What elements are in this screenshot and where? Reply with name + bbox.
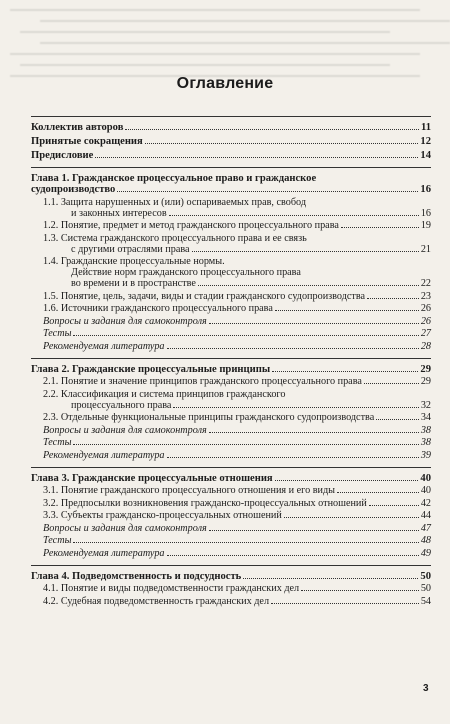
toc-section-1-5[interactable]: 1.5. Понятие, цель, задачи, виды и стадии гражданского судопроизводства 23 <box>43 290 431 302</box>
divider <box>31 116 431 117</box>
toc-entry-authors[interactable]: Коллектив авторов 11 <box>31 122 431 133</box>
toc-questions-1[interactable]: Вопросы и задания для самоконтроля 26 <box>43 315 431 327</box>
toc-tests-3[interactable]: Тесты 48 <box>43 535 431 546</box>
toc-section-1-2[interactable]: 1.2. Понятие, предмет и метод гражданского процессуального права 19 <box>43 220 431 231</box>
page-number: 3 <box>423 683 429 694</box>
toc-literature-3[interactable]: Рекомендуемая литература 49 <box>43 547 431 559</box>
toc-section-2-2[interactable]: 2.2. Классификация и система принципов гражданского процессуального права 32 <box>43 388 431 411</box>
toc-chapter-4[interactable]: Глава 4. Подведомственность и подсудность 50 <box>31 570 431 582</box>
divider <box>31 167 431 168</box>
toc-section-4-1[interactable]: 4.1. Понятие и виды подведомственности гражданских дел 50 <box>43 583 431 594</box>
toc-entry-abbreviations[interactable]: Принятые сокращения 12 <box>31 136 431 147</box>
divider <box>31 565 431 566</box>
toc-tests-2[interactable]: Тесты 38 <box>43 437 431 448</box>
toc-entry-preface[interactable]: Предисловие 14 <box>31 150 431 161</box>
toc-section-1-6[interactable]: 1.6. Источники гражданского процессуального права 26 <box>43 303 431 314</box>
toc-section-2-1[interactable]: 2.1. Понятие и значение принципов гражданского процессуального права 29 <box>43 376 431 387</box>
toc-section-3-2[interactable]: 3.2. Предпосылки возникновения гражданско-процессуальных отношений 42 <box>43 497 431 509</box>
toc-section-4-2[interactable]: 4.2. Судебная подведомственность гражданских дел 54 <box>43 595 431 607</box>
toc-literature-1[interactable]: Рекомендуемая литература 28 <box>43 340 431 352</box>
toc-section-1-1[interactable]: 1.1. Защита нарушенных и (или) оспариваемых прав, свобод и законных интересов 16 <box>43 196 431 219</box>
toc-section-3-1[interactable]: 3.1. Понятие гражданского процессуального отношения и его виды 40 <box>43 485 431 496</box>
page-title: Оглавление <box>176 75 274 92</box>
divider <box>31 358 431 359</box>
divider <box>31 467 431 468</box>
toc-section-1-4[interactable]: 1.4. Гражданские процессуальные нормы. Действие норм гражданского процессуального права во времени и в пространстве 22 <box>43 256 431 289</box>
toc-chapter-3[interactable]: Глава 3. Гражданские процессуальные отношения 40 <box>31 472 431 484</box>
toc-questions-2[interactable]: Вопросы и задания для самоконтроля 38 <box>43 424 431 436</box>
toc-literature-2[interactable]: Рекомендуемая литература 39 <box>43 449 431 461</box>
toc-section-3-3[interactable]: 3.3. Субъекты гражданско-процессуальных отношений 44 <box>43 510 431 521</box>
toc-questions-3[interactable]: Вопросы и задания для самоконтроля 47 <box>43 522 431 534</box>
bleed-through-text <box>0 0 450 82</box>
table-of-contents <box>31 110 431 608</box>
toc-tests-1[interactable]: Тесты 27 <box>43 328 431 339</box>
toc-chapter-1[interactable]: Глава 1. Гражданское процессуальное право и гражданское судопроизводство 16 <box>31 173 431 195</box>
toc-chapter-2[interactable]: Глава 2. Гражданские процессуальные принципы 29 <box>31 363 431 375</box>
toc-section-2-3[interactable]: 2.3. Отдельные функциональные принципы гражданского судопроизводства 34 <box>43 412 431 423</box>
toc-section-1-3[interactable]: 1.3. Система гражданского процессуального права и ее связь с другими отраслями права 21 <box>43 232 431 255</box>
